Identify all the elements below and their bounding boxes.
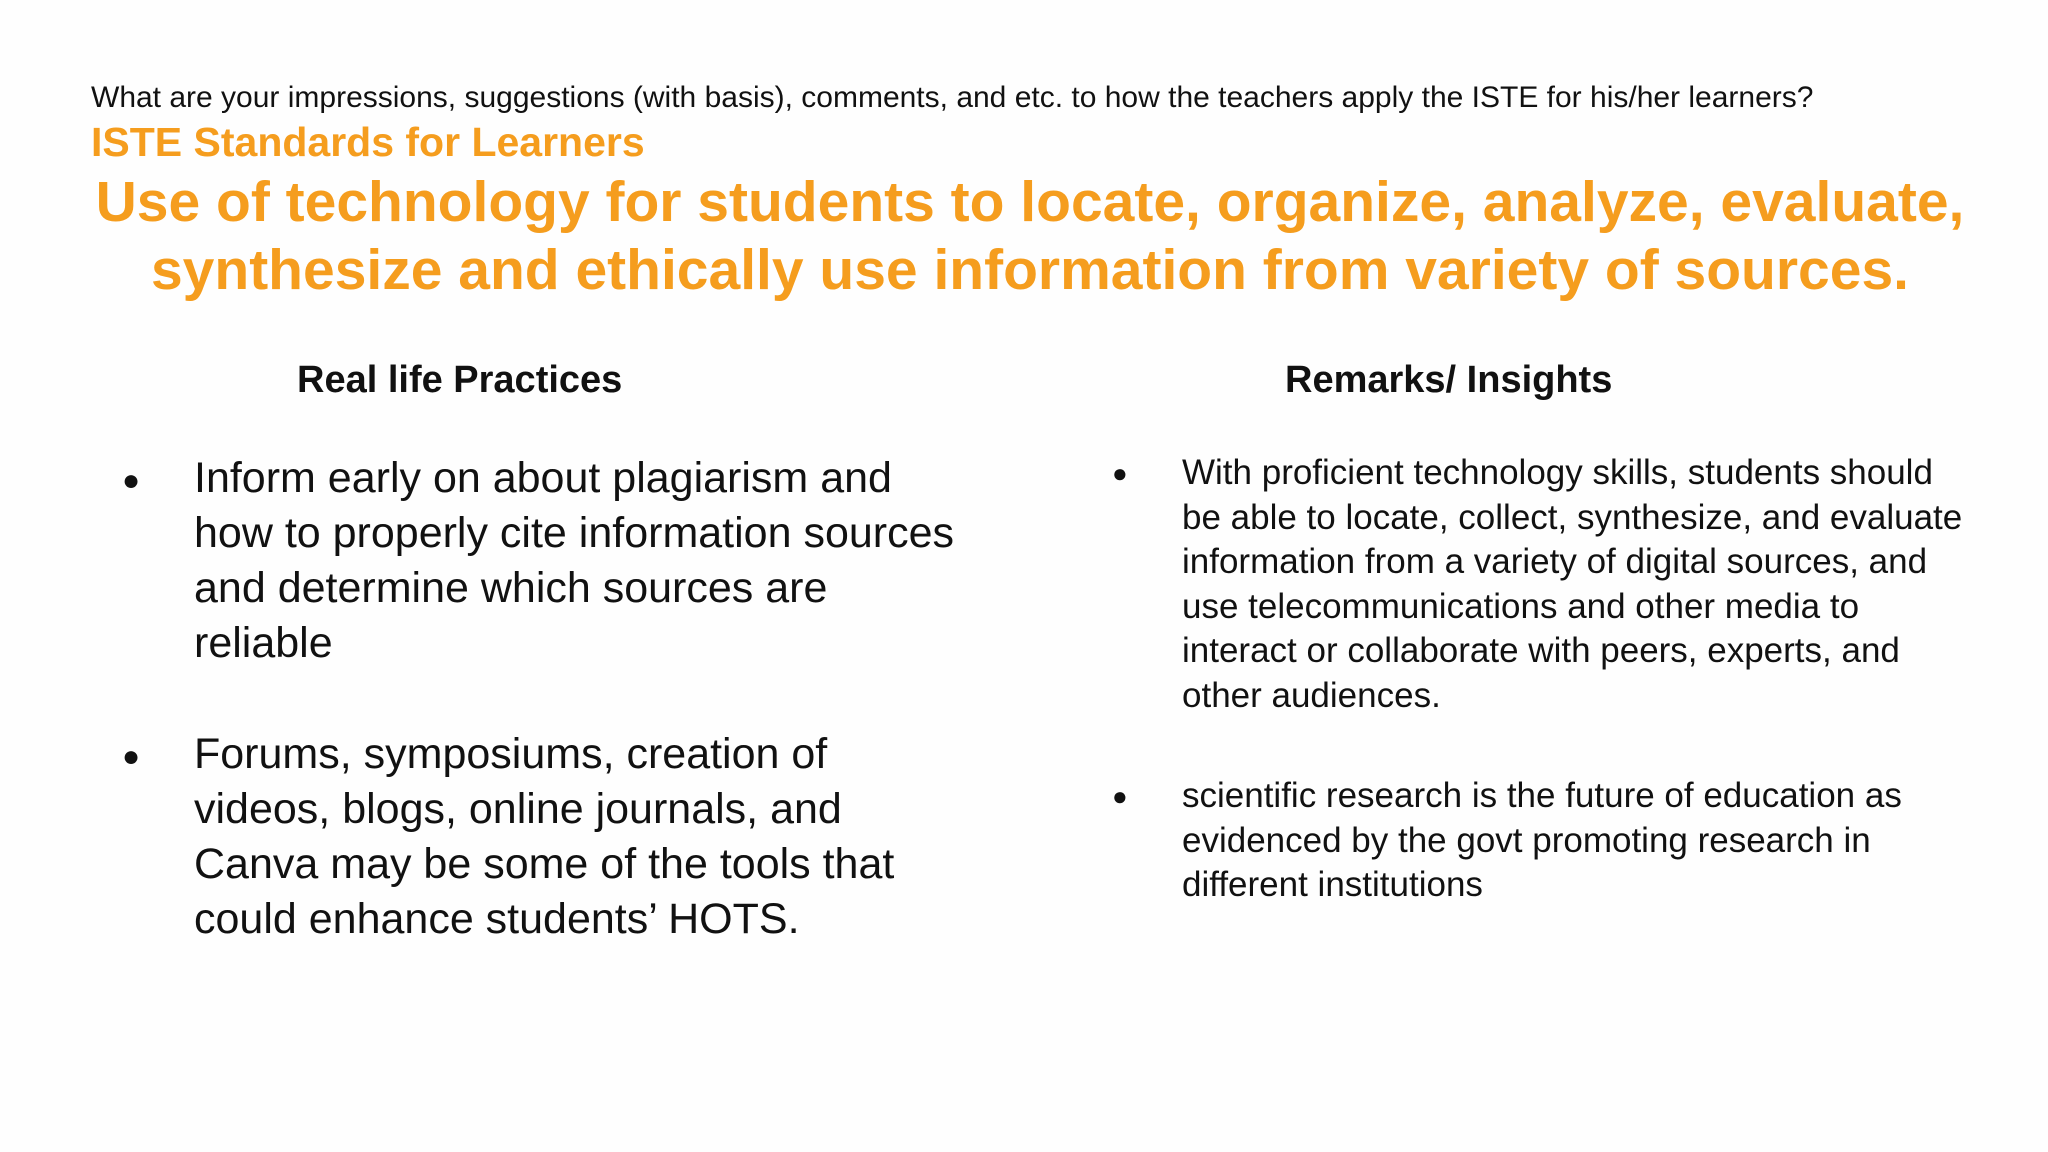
practice-item-1 [122,451,962,671]
bullet-icon: ● [1112,781,1128,811]
bullet-icon: ● [122,464,141,497]
real-life-practices-heading: Real life Practices [297,359,623,401]
standard-headline: Use of technology for students to locate, organize, analyze, evaluate, synthesize and ethically use information from variety of sources. [95,170,1965,302]
insights-list [1112,451,1972,908]
question-text: What are your impressions, suggestions (with basis), comments, and etc. to how the teachers apply the ISTE for his/her learners? [91,81,1814,114]
insight-text-1: With proficient technology skills, students should be able to locate, collect, synthesize, and evaluate information from a variety of digital sources, and use telecommunications and other media to interact or collaborate with peers, experts, and other audiences. [1182,453,1963,715]
practice-text-1: Inform early on about plagiarism and how to properly cite information sources and determine which sources are reliable [194,454,955,667]
practices-list [122,451,962,1003]
insight-text-2: scientific research is the future of education as evidenced by the govt promoting research in different institutions [1182,776,1902,904]
remarks-insights-heading: Remarks/ Insights [1285,359,1613,401]
practice-text-2: Forums, symposiums, creation of videos, blogs, online journals, and Canva may be some of the tools that could enhance students’ HOTS. [194,730,895,943]
standards-subtitle: ISTE Standards for Learners [91,119,645,165]
practice-item-2 [122,727,962,947]
bullet-icon: ● [1112,458,1128,488]
bullet-icon: ● [122,740,141,773]
insight-item-2 [1112,774,1972,908]
insight-item-1 [1112,451,1972,718]
